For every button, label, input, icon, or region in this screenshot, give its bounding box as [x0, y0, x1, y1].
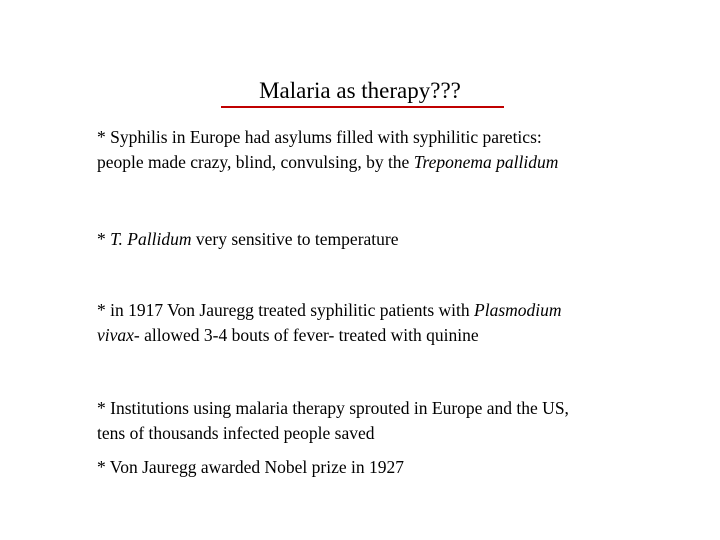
title-underline [221, 106, 504, 108]
slide-title: Malaria as therapy??? [259, 78, 461, 103]
bullet-2-line-1 [97, 227, 657, 252]
bullet-nobel-prize [97, 455, 657, 480]
bullet-3-line-2-text: - allowed 3-4 bouts of fever- treated with quinine [133, 325, 479, 345]
bullet-3-italic-term-1: Plasmodium [474, 300, 562, 320]
bullet-4-line-2: tens of thousands infected people saved [97, 423, 375, 443]
bullet-1-line-2 [97, 150, 657, 175]
bullet-1-line-2-text: people made crazy, blind, convulsing, by the [97, 152, 414, 172]
bullet-3-line-1 [97, 298, 657, 323]
bullet-4-line-1: * Institutions using malaria therapy sprouted in Europe and the US, [97, 398, 569, 418]
bullet-5-line-1: * Von Jauregg awarded Nobel prize in 1927 [97, 457, 404, 477]
bullet-syphilis-asylums [97, 125, 657, 175]
bullet-3-line-1-text: * in 1917 Von Jauregg treated syphilitic patients with [97, 300, 475, 320]
bullet-institutions [97, 396, 657, 446]
bullet-pallidum-temperature [97, 227, 657, 252]
bullet-2-italic-term: T. Pallidum [110, 229, 192, 249]
bullet-2-prefix: * [97, 229, 111, 249]
bullet-3-line-2 [97, 323, 657, 348]
bullet-1-line-1: * Syphilis in Europe had asylums filled with syphilitic paretics: [97, 127, 542, 147]
bullet-3-italic-term-2: vivax [97, 325, 134, 345]
bullet-1-italic-term: Treponema pallidum [413, 152, 559, 172]
bullet-von-jauregg-treatment [97, 298, 657, 348]
bullet-2-text: very sensitive to temperature [191, 229, 399, 249]
